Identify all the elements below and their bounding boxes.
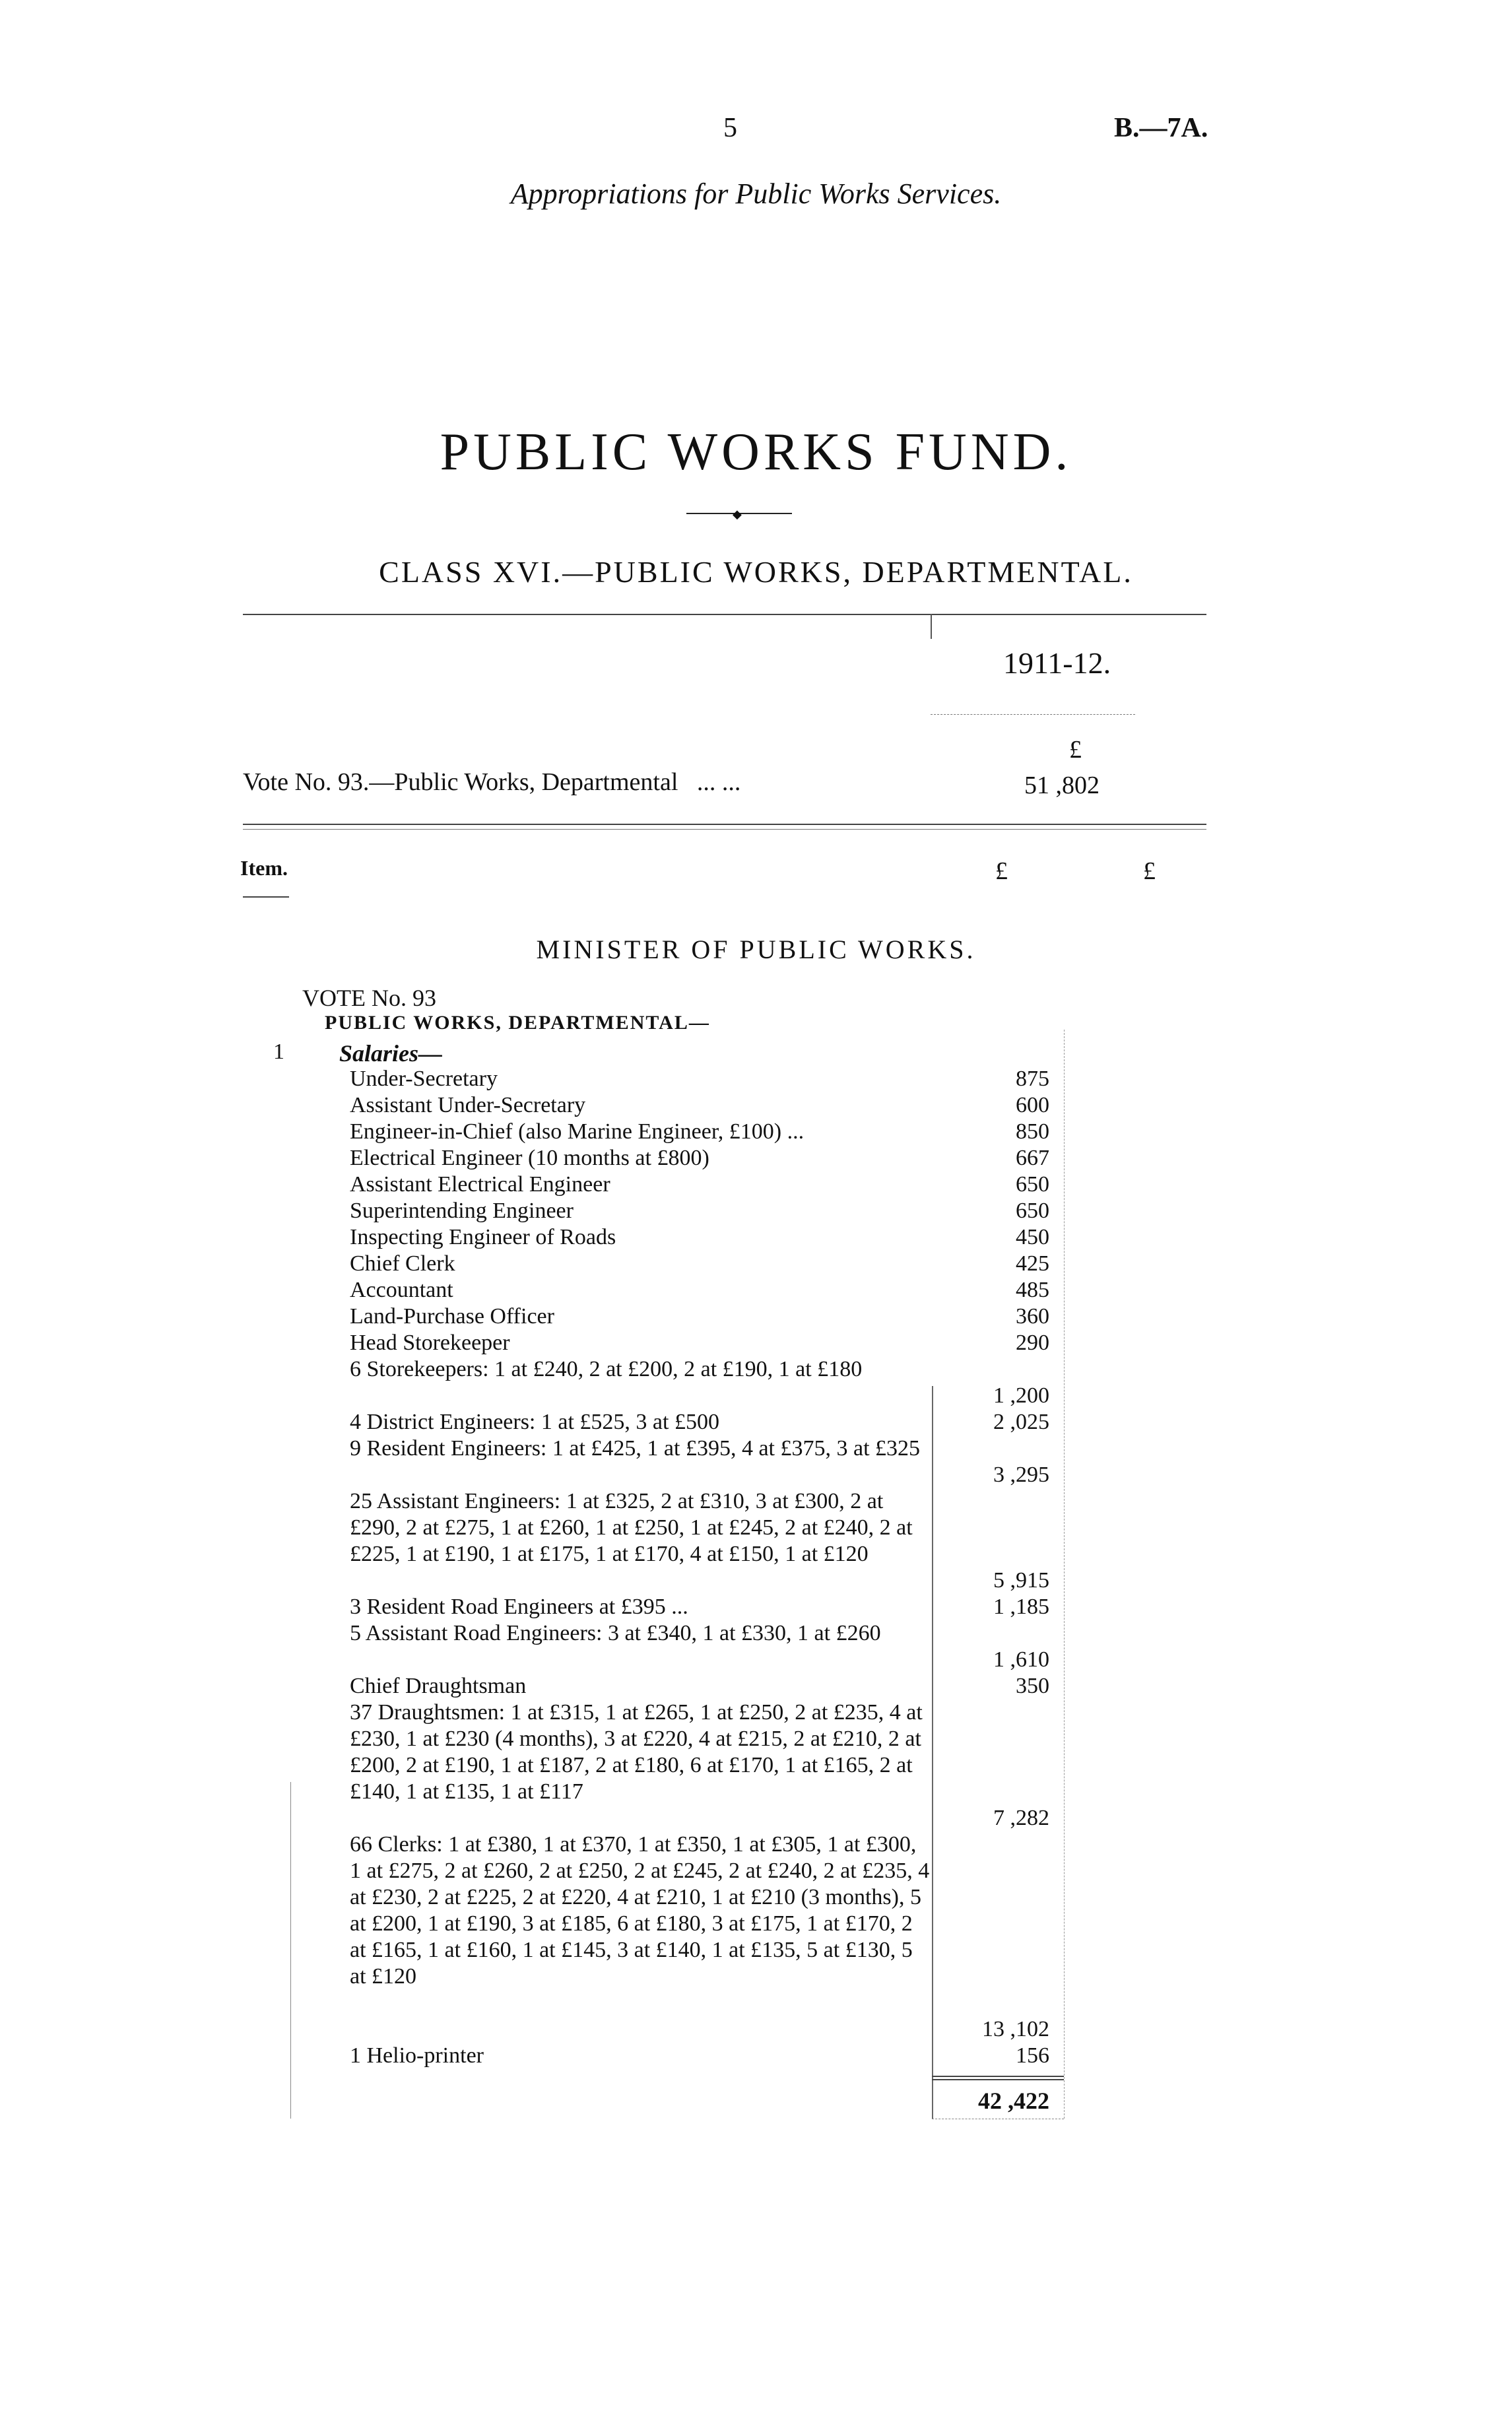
- table-row-text: 3 Resident Road Engineers at £395 ...: [350, 1595, 688, 1619]
- diamond-icon: ◆: [733, 508, 742, 521]
- table-row-amount: 650: [1016, 1199, 1049, 1223]
- column-currency-2: £: [1143, 857, 1156, 885]
- table-row-amount: 1 ,185: [993, 1595, 1049, 1619]
- table-row-amount: 1 ,610: [993, 1647, 1049, 1672]
- table-row-text: 1 Helio-printer: [350, 2043, 484, 2068]
- fund-title: PUBLIC WORKS FUND.: [440, 423, 1072, 481]
- table-row-amount: 360: [1016, 1304, 1049, 1329]
- table-row-text: 4 District Engineers: 1 at £525, 3 at £500: [350, 1410, 719, 1434]
- salaries-total: 42 ,422: [978, 2088, 1049, 2114]
- table-row-amount: 667: [1016, 1146, 1049, 1170]
- vote-currency: £: [1069, 736, 1082, 764]
- table-row-text: Accountant: [350, 1278, 453, 1302]
- table-row-text: Chief Draughtsman: [350, 1674, 527, 1698]
- table-row-amount: 875: [1016, 1067, 1049, 1091]
- vote-amount: 51 ,802: [1024, 772, 1100, 799]
- table-row-text: Engineer-in-Chief (also Marine Engineer, £100) ...: [350, 1119, 805, 1144]
- table-row-amount: 13 ,102: [982, 2017, 1049, 2041]
- table-row-text: Land-Purchase Officer: [350, 1304, 554, 1329]
- document-reference: B.—7A.: [1114, 113, 1208, 143]
- table-row-text: 66 Clerks: 1 at £380, 1 at £370, 1 at £350, 1 at £305, 1 at £300, 1 at £275, 2 at £260, 2 at £250, 2 at £245, 2 at £240, 2 at £235, 4 at £230, 2 at £225, 2 at £220, 4 at £210, 1 at £210 (3 months), 5 at £200, 1 at £190, 3 at £185, 6 at £180, 3 at £175, 1 at £170, 2 at £165, 1 at £160, 1 at £145, 3 at £140, 1 at £135, 5 at £130, 5 at £120: [350, 1832, 930, 1989]
- table-row-text: Inspecting Engineer of Roads: [350, 1225, 616, 1249]
- salaries-heading: Salaries—: [339, 1040, 443, 1067]
- item-number: 1: [273, 1040, 284, 1064]
- total-rule-2: [932, 2079, 1064, 2080]
- table-row-text: 25 Assistant Engineers: 1 at £325, 2 at £310, 3 at £300, 2 at £290, 2 at £275, 1 at £260, 1 at £250, 1 at £245, 2 at £240, 2 at £225, 1 at £190, 1 at £175, 1 at £170, 4 at £150, 1 at £120: [350, 1489, 913, 1566]
- table-head-rule: [243, 824, 1206, 825]
- table-row-amount: 2 ,025: [993, 1410, 1049, 1434]
- class-title: CLASS XVI.—PUBLIC WORKS, DEPARTMENTAL.: [379, 555, 1133, 589]
- table-row-text: 37 Draughtsmen: 1 at £315, 1 at £265, 1 at £250, 2 at £235, 4 at £230, 1 at £230 (4 months), 3 at £220, 4 at £215, 2 at £210, 2 at £200, 2 at £190, 1 at £187, 2 at £180, 6 at £170, 1 at £165, 2 at £140, 1 at £135, 1 at £117: [350, 1700, 923, 1804]
- column-divider: [931, 614, 932, 639]
- table-row-amount: 350: [1016, 1674, 1049, 1698]
- table-row-text: 6 Storekeepers: 1 at £240, 2 at £200, 2 at £190, 1 at £180: [350, 1357, 863, 1381]
- table-row-text: 9 Resident Engineers: 1 at £425, 1 at £395, 4 at £375, 3 at £325: [350, 1436, 921, 1461]
- table-row-amount: 650: [1016, 1172, 1049, 1197]
- page-number: 5: [723, 113, 737, 143]
- table-row-text: Head Storekeeper: [350, 1331, 510, 1355]
- table-row-text: Chief Clerk: [350, 1251, 455, 1276]
- section-heading-minister: MINISTER OF PUBLIC WORKS.: [536, 935, 976, 964]
- table-row-text: Electrical Engineer (10 months at £800): [350, 1146, 709, 1170]
- item-column-divider: [290, 1782, 291, 2119]
- table-row-amount: 450: [1016, 1225, 1049, 1249]
- year-heading: 1911-12.: [1003, 646, 1111, 680]
- table-row-text: Assistant Electrical Engineer: [350, 1172, 610, 1197]
- table-row-text: Under-Secretary: [350, 1067, 498, 1091]
- item-underline: [243, 896, 289, 898]
- vote-number-heading: VOTE No. 93: [302, 985, 436, 1011]
- column-item-header: Item.: [240, 856, 288, 880]
- table-row-amount: 850: [1016, 1119, 1049, 1144]
- page-subtitle: Appropriations for Public Works Services.: [510, 178, 1002, 210]
- top-rule: [243, 614, 1206, 615]
- table-head-rule-2: [243, 829, 1206, 830]
- vote-label: Vote No. 93.—Public Works, Departmental ... ...: [243, 768, 741, 796]
- table-row-text: Assistant Under-Secretary: [350, 1093, 586, 1117]
- year-underline: [931, 714, 1135, 715]
- table-row-amount: 600: [1016, 1093, 1049, 1117]
- column-divider-left: [932, 1386, 933, 2119]
- table-row-amount: 485: [1016, 1278, 1049, 1302]
- table-row-amount: 7 ,282: [993, 1806, 1049, 1830]
- table-row-amount: 156: [1016, 2043, 1049, 2068]
- table-row-text: Superintending Engineer: [350, 1199, 574, 1223]
- table-row-amount: 5 ,915: [993, 1568, 1049, 1593]
- total-rule: [932, 2076, 1064, 2077]
- column-divider-right: [1064, 1030, 1065, 2119]
- column-currency-1: £: [995, 857, 1008, 885]
- table-row-amount: 1 ,200: [993, 1383, 1049, 1408]
- table-row-amount: 290: [1016, 1331, 1049, 1355]
- table-row-text: 5 Assistant Road Engineers: 3 at £340, 1 at £330, 1 at £260: [350, 1621, 881, 1645]
- department-heading: PUBLIC WORKS, DEPARTMENTAL—: [325, 1012, 710, 1034]
- table-row-amount: 425: [1016, 1251, 1049, 1276]
- table-row-amount: 3 ,295: [993, 1463, 1049, 1487]
